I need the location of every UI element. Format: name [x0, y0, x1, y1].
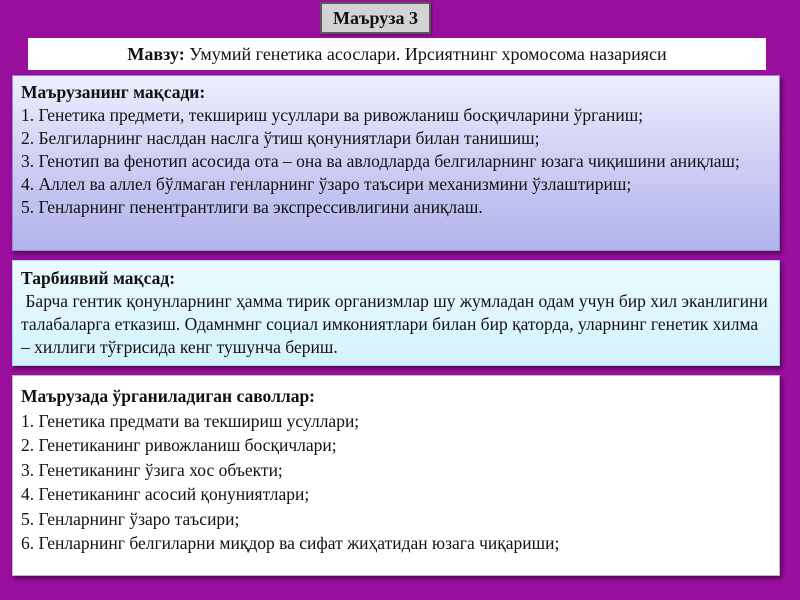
goals-heading: Маърузанинг мақсади:: [21, 82, 206, 102]
question-item: 5. Генларнинг ўзаро таъсири;: [21, 508, 240, 529]
topic-label: Мавзу:: [127, 44, 185, 64]
goal-item: 2. Белгиларнинг наслдан наслга ўтиш қонуниятлари билан танишиш;: [21, 128, 540, 148]
educational-goal-box: [12, 260, 780, 366]
goal-item: 4. Аллел ва аллел бўлмаган генларнинг ўзаро таъсири механизмини ўзлаштириш;: [21, 174, 632, 194]
question-item: 1. Генетика предмати ва текшириш усуллари;: [21, 410, 360, 431]
lecture-number: Маъруза 3: [333, 8, 418, 28]
question-item: 6. Генларнинг белгиларни миқдор ва сифат жиҳатидан юзага чиқариши;: [21, 533, 560, 553]
topic-banner: [28, 38, 766, 70]
topic-text: Умумий генетика асослари. Ирсиятнинг хромосома назарияси: [189, 44, 667, 64]
questions-heading: Маърузада ўрганиладиган саволлар:: [21, 386, 316, 406]
lecture-questions-box: [12, 375, 780, 576]
question-item: 4. Генетиканинг асосий қонуниятлари;: [21, 484, 310, 504]
educational-goal-text: Барча гентик қонунларнинг ҳамма тирик организмлар шу жумладан одам учун бир хил эканлигини талабаларга етказиш. Одамнмнг социал имкониятлари билан бир қаторда, уларнинг генетик хилма – хиллиги тўғрисида кенг тушунча бериш.: [21, 291, 773, 357]
lecture-number-badge: [320, 2, 431, 34]
question-item: 3. Генетиканинг ўзига хос объекти;: [21, 459, 283, 480]
lecture-goals-box: [12, 75, 780, 251]
educational-goal-heading: Тарбиявий мақсад:: [21, 268, 176, 288]
question-item: 2. Генетиканинг ривожланиш босқичлари;: [21, 435, 337, 455]
goal-item: 5. Генларнинг пенентрантлиги ва экспрессивлигини аниқлаш.: [21, 197, 483, 217]
goal-item: 3. Генотип ва фенотип асосида ота – она ва авлодларда белгиларнинг юзага чиқишини аниқлаш;: [21, 151, 740, 171]
goal-item: 1. Генетика предмети, текшириш усуллари ва ривожланиш босқичларини ўрганиш;: [21, 105, 644, 125]
